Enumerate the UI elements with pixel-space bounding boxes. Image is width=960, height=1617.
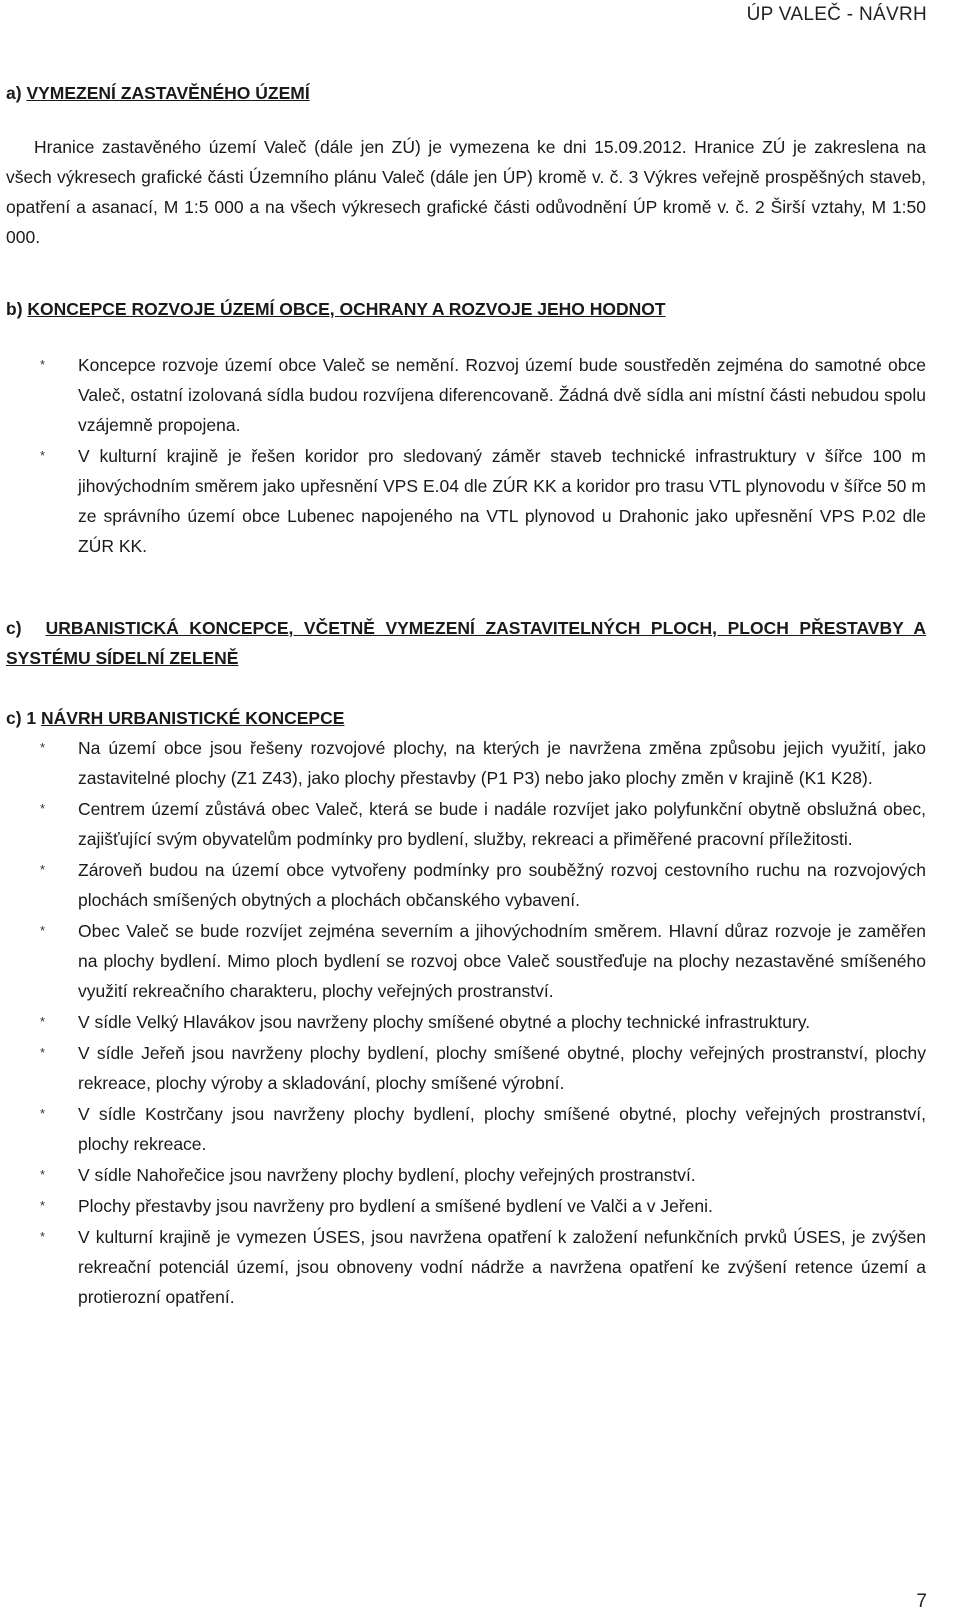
section-c-label: c)	[6, 618, 22, 638]
list-item	[6, 916, 926, 1006]
section-a-heading	[6, 78, 926, 108]
list-item-text: V kulturní krajině je vymezen ÚSES, jsou navržena opatření k založení nefunkčních prvků ÚSES, je zvýšen rekreační potenciál území, jsou obnoveny vodní nádrže a navržena opatření ke zvýšení retence území a protierozní opatření.	[78, 1227, 926, 1307]
bullet-asterisk-icon: *	[40, 1167, 46, 1182]
section-c1-bullet-list	[6, 733, 926, 1312]
bullet-asterisk-icon: *	[40, 1106, 46, 1121]
list-item	[6, 1038, 926, 1098]
list-item-text: Zároveň budou na území obce vytvořeny podmínky pro souběžný rozvoj cestovního ruchu na rozvojových plochách smíšených obytných a plochách občanského vybavení.	[78, 860, 926, 910]
list-item	[6, 441, 926, 561]
list-item-text: V sídle Kostrčany jsou navrženy plochy bydlení, plochy smíšené obytné, plochy veřejných prostranství, plochy rekreace.	[78, 1104, 926, 1154]
list-item	[6, 733, 926, 793]
list-item	[6, 1222, 926, 1312]
list-item-text: Koncepce rozvoje území obce Valeč se nemění. Rozvoj území bude soustředěn zejména do samotné obce Valeč, ostatní izolovaná sídla budou rozvíjena diferencovaně. Žádná dvě sídla ani místní části nebudou spolu vzájemně propojena.	[78, 355, 926, 435]
section-b-title: KONCEPCE ROZVOJE ÚZEMÍ OBCE, OCHRANY A ROZVOJE JEHO HODNOT	[27, 299, 666, 319]
list-item-text: Obec Valeč se bude rozvíjet zejména severním a jihovýchodním směrem. Hlavní důraz rozvoje je zaměřen na plochy bydlení. Mimo ploch bydlení se rozvoj obce Valeč soustřeďuje na plochy nezastavěné smíšeného využití rekreačního charakteru, plochy veřejných prostranství.	[78, 921, 926, 1001]
list-item	[6, 1099, 926, 1159]
section-c-title: URBANISTICKÁ KONCEPCE, VČETNĚ VYMEZENÍ ZASTAVITELNÝCH PLOCH, PLOCH PŘESTAVBY A SYSTÉMU SÍDELNÍ ZELENĚ	[6, 618, 926, 668]
section-a-label: a)	[6, 83, 22, 103]
bullet-asterisk-icon: *	[40, 923, 46, 938]
bullet-asterisk-icon: *	[40, 448, 46, 463]
list-item	[6, 1007, 926, 1037]
section-a-paragraph: Hranice zastavěného území Valeč (dále jen ZÚ) je vymezena ke dni 15.09.2012. Hranice ZÚ je zakreslena na všech výkresech grafické části Územního plánu Valeč (dále jen ÚP) kromě v. č. 3 Výkres veřejně prospěšných staveb, opatření a asanací, M 1:5 000 a na všech výkresech grafické části odůvodnění ÚP kromě v. č. 2 Širší vztahy, M 1:50 000.	[6, 137, 926, 247]
bullet-asterisk-icon: *	[40, 1198, 46, 1213]
page-number: 7	[916, 1591, 927, 1612]
page-header-title: ÚP VALEČ - NÁVRH	[746, 4, 927, 25]
list-item	[6, 794, 926, 854]
bullet-asterisk-icon: *	[40, 801, 46, 816]
section-c-heading	[6, 613, 926, 673]
list-item-text: Centrem území zůstává obec Valeč, která se bude i nadále rozvíjet jako polyfunkční obytně obslužná obec, zajišťující svým obyvatelům podmínky pro bydlení, služby, rekreaci a přiměřené pracovní příležitosti.	[78, 799, 926, 849]
list-item	[6, 1160, 926, 1190]
section-c1-label: c) 1	[6, 708, 37, 728]
document-body	[6, 78, 926, 1313]
section-c1-heading	[6, 703, 926, 733]
section-a-title: VYMEZENÍ ZASTAVĚNÉHO ÚZEMÍ	[26, 83, 310, 103]
bullet-asterisk-icon: *	[40, 1229, 46, 1244]
list-item-text: V sídle Velký Hlavákov jsou navrženy plochy smíšené obytné a plochy technické infrastruktury.	[78, 1012, 811, 1032]
list-item-text: V sídle Jeřeň jsou navrženy plochy bydlení, plochy smíšené obytné, plochy veřejných prostranství, plochy rekreace, plochy výroby a skladování, plochy smíšené výrobní.	[78, 1043, 926, 1093]
list-item	[6, 1191, 926, 1221]
bullet-asterisk-icon: *	[40, 357, 46, 372]
bullet-asterisk-icon: *	[40, 1014, 46, 1029]
bullet-asterisk-icon: *	[40, 862, 46, 877]
list-item-text: Na území obce jsou řešeny rozvojové plochy, na kterých je navržena změna způsobu jejich využití, jako zastavitelné plochy (Z1 Z43), jako plochy přestavby (P1 P3) nebo jako plochy změn v krajině (K1 K28).	[78, 738, 926, 788]
list-item	[6, 855, 926, 915]
bullet-asterisk-icon: *	[40, 1045, 46, 1060]
section-b-bullet-list	[6, 350, 926, 561]
bullet-asterisk-icon: *	[40, 740, 46, 755]
list-item-text: V sídle Nahořečice jsou navrženy plochy bydlení, plochy veřejných prostranství.	[78, 1165, 696, 1185]
section-b-heading	[6, 294, 926, 324]
list-item-text: Plochy přestavby jsou navrženy pro bydlení a smíšené bydlení ve Valči a v Jeřeni.	[78, 1196, 713, 1216]
section-b-label: b)	[6, 299, 23, 319]
list-item	[6, 350, 926, 440]
section-c1-title: NÁVRH URBANISTICKÉ KONCEPCE	[41, 708, 345, 728]
list-item-text: V kulturní krajině je řešen koridor pro sledovaný záměr staveb technické infrastruktury v šířce 100 m jihovýchodním směrem jako upřesnění VPS E.04 dle ZÚR KK a koridor pro trasu VTL plynovodu v šířce 50 m ze správního území obce Lubenec napojeného na VTL plynovod u Drahonic jako upřesnění VPS P.02 dle ZÚR KK.	[78, 446, 926, 556]
